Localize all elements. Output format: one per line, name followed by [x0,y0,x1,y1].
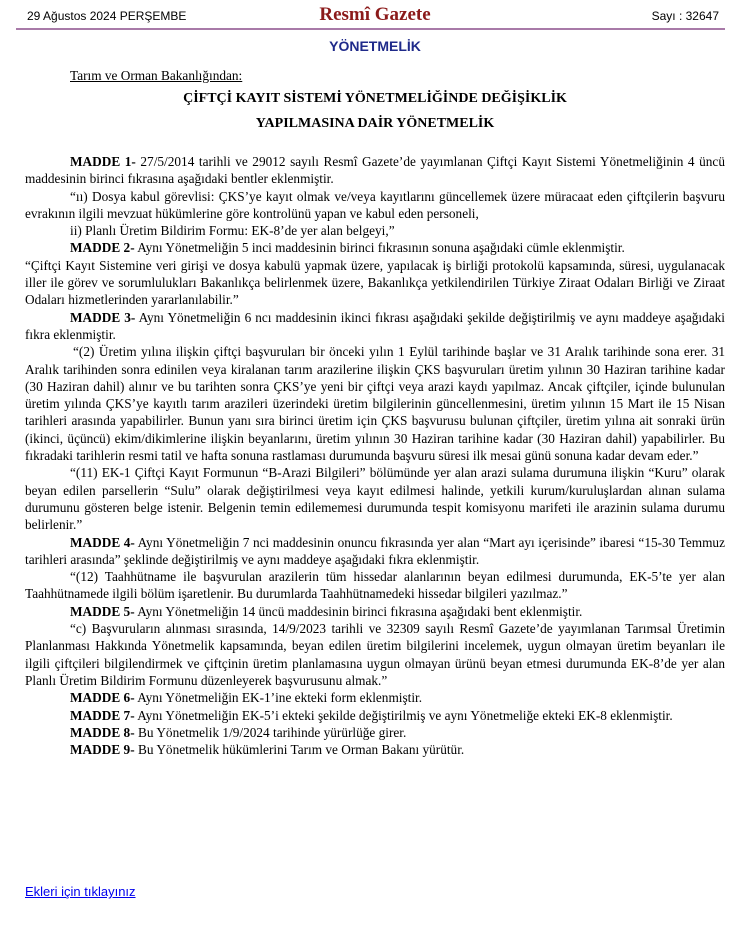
section-heading: YÖNETMELİK [329,38,421,54]
article-number: MADDE 4- [70,534,135,550]
paragraph-text: 27/5/2014 tarihli ve 29012 sayılı Resmî Gazete’de yayımlanan Çiftçi Kayıt Sistemi Yönetmeliğinin 4 üncü maddesinin birinci fıkrasına aşağıdaki bentler eklenmiştir. [25,154,725,187]
clause-paragraph [25,257,725,309]
article-paragraph [25,689,725,706]
paragraph-text: “c) Başvuruların alınması sırasında, 14/9/2023 tarihli ve 32309 sayılı Resmî Gazete’de yayımlanan Tarımsal Üretimin Planlanması Hakkında Yönetmelik kapsamında, beyan edilen üretim bilgilerini incelemek, uygun olmayan üretim beyanları ile ilgili çiftçileri bilgilendirmek ve çiftçinin üretim planlamasına uygun olmayan ürünü beyan etmesi durumunda EK-8’de yer alan Planlı Üretim Bildirim Formunu düzenleyerek başvurusunu almak.” [25,621,725,688]
article-paragraph [25,239,725,256]
article-number: MADDE 9- [70,742,135,758]
paragraph-text: “(11) EK-1 Çiftçi Kayıt Formunun “B-Arazi Bilgileri” bölümünde yer alan arazi sulama durumuna ilişkin “Kuru” olarak beyan edilen parsellerin “Sulu” olarak değiştirilmesi veya kayıt edilmesi halinde, yetkili kurum/kuruluşlardan alınan sulama durumunu gösteren belge istenir. Belgenin temin edilememesi durumunda tespit komisyonu marifeti ile arazinin sulama durumu belirlenir.” [25,465,725,533]
paragraph-text: Aynı Yönetmeliğin EK-5’i ekteki şekilde değiştirilmiş ve aynı Yönetmeliğe ekteki EK-8 eklenmiştir. [134,707,673,723]
gazette-header [25,5,725,27]
clause-paragraph [25,343,725,464]
paragraph-text: Bu Yönetmelik 1/9/2024 tarihinde yürürlüğe girer. [134,724,407,740]
paragraph-text: “(12) Taahhütname ile başvurulan arazilerin tüm hissedar alanlarının beyan edilmesi durumunda, EK-5’te yer alan Taahhütnamede ilgili bölüm işaretlenir. Bu durumlarda Taahhütnamedeki hissedar bilgileri yazılmaz.” [25,569,725,602]
paragraph-text: “(2) Üretim yılına ilişkin çiftçi başvuruları bir önceki yılın 1 Eylül tarihinde başlar ve 31 Aralık tarihinde sona erer. 31 Aralık tarihinden sonra edinilen veya kiralanan tarım arazilerine ilişkin ÇKS başvuruları üretim yılının 30 Haziran tarihine kadar (30 Haziran dahil) alınır ve bu tarihten sonra ÇKS’ye yeni bir çiftçi veya arazi kaydı yapılmaz. Ancak çiftçiler, içinde bulunulan üretim yılında ÇKS’ye kayıtlı tarım arazileri üzerindeki üretim bilgilerinin güncellenmesini, üretim yılının 15 Mart ile 15 Nisan tarihleri arasında yapabilirler. Bunun yanı sıra birinci üretim için ÇKS başvurusu bulunan çiftçiler, üretim yılına ait sonraki ürün (ikinci, üçüncü) ekim/dikimlerine ilişkin beyanlarını, üretim yılının 30 Haziran tarihine kadar (30 Haziran dahil) yapabilirler. Bu fıkradaki tarihlerin resmi tatil ve hafta sonuna rastlaması durumunda başvuru süresi ilk mesai günü sonuna kadar devam eder.” [25,344,725,464]
article-paragraph [25,707,725,724]
clause-paragraph [25,188,725,223]
article-number: MADDE 5- [70,603,135,619]
regulation-title-line-2: YAPILMASINA DAİR YÖNETMELİK [255,116,495,131]
gazette-title: Resmî Gazete [319,4,431,25]
paragraph-text: Aynı Yönetmeliğin 7 nci maddesinin onuncu fıkrasında yer alan “Mart ayı içerisinde” ibaresi “15-30 Temmuz tarihleri arasında” şeklinde değiştirilmiş ve aynı maddeye aşağıdaki fıkra eklenmiştir. [25,534,725,567]
article-paragraph [25,534,725,569]
issue-number: Sayı : 32647 [651,9,719,23]
article-paragraph [25,153,725,188]
paragraph-text: Aynı Yönetmeliğin 5 inci maddesinin birinci fıkrasının sonuna aşağıdaki cümle eklenmiştir. [134,240,625,256]
article-number: MADDE 6- [70,690,135,706]
article-number: MADDE 3- [70,309,136,325]
regulation-body [25,153,725,758]
paragraph-text: Bu Yönetmelik hükümlerini Tarım ve Orman Bakanı yürütür. [134,742,465,758]
paragraph-text: “Çiftçi Kayıt Sistemine veri girişi ve dosya kabulü yapmak üzere, yapılacak iş birliği protokolü kapsamında, süresi, uygulanacak iller ile görev ve sorumlulukları Bakanlıkça belirlenmek üzere, Bakanlıkça yetkilendirilen Türkiye Ziraat Odaları Birliği ve Ziraat Odaları hizmetlerinden yararlanılabilir.” [25,257,725,308]
attachments-link[interactable]: Ekleri için tıklayınız [25,884,136,899]
article-paragraph [25,724,725,741]
clause-paragraph [25,568,725,603]
paragraph-text: Aynı Yönetmeliğin EK-1’ine ekteki form eklenmiştir. [134,690,423,706]
issuing-ministry: Tarım ve Orman Bakanlığından: [70,68,243,83]
article-paragraph [25,603,725,620]
paragraph-text: Aynı Yönetmeliğin 6 ncı maddesinin ikinci fıkrası aşağıdaki şekilde değiştirilmiş ve aynı maddeye aşağıdaki fıkra eklenmiştir. [25,309,725,342]
article-number: MADDE 2- [70,240,135,256]
header-divider [16,28,725,30]
paragraph-text: Aynı Yönetmeliğin 14 üncü maddesinin birinci fıkrasına aşağıdaki bent eklenmiştir. [134,603,583,619]
article-number: MADDE 1- [70,154,136,169]
clause-paragraph [25,222,725,239]
paragraph-text: ii) Planlı Üretim Bildirim Formu: EK-8’de yer alan belgeyi,” [70,223,395,239]
clause-paragraph [25,464,725,533]
article-paragraph [25,309,725,344]
clause-paragraph [25,620,725,689]
issue-date: 29 Ağustos 2024 PERŞEMBE [27,9,187,23]
regulation-title-line-1: ÇİFTÇİ KAYIT SİSTEMİ YÖNETMELİĞİNDE DEĞİŞİKLİK [183,91,567,106]
article-paragraph [25,741,725,758]
paragraph-text: “ıı) Dosya kabul görevlisi: ÇKS’ye kayıt olmak ve/veya kayıtlarını güncellemek üzere müracaat eden çiftçilerin başvuru evrakının ilgili mevzuat hükümlerine göre kontrolünü yapan ve kabul eden personeli, [25,188,725,221]
article-number: MADDE 8- [70,724,135,740]
article-number: MADDE 7- [70,707,135,723]
